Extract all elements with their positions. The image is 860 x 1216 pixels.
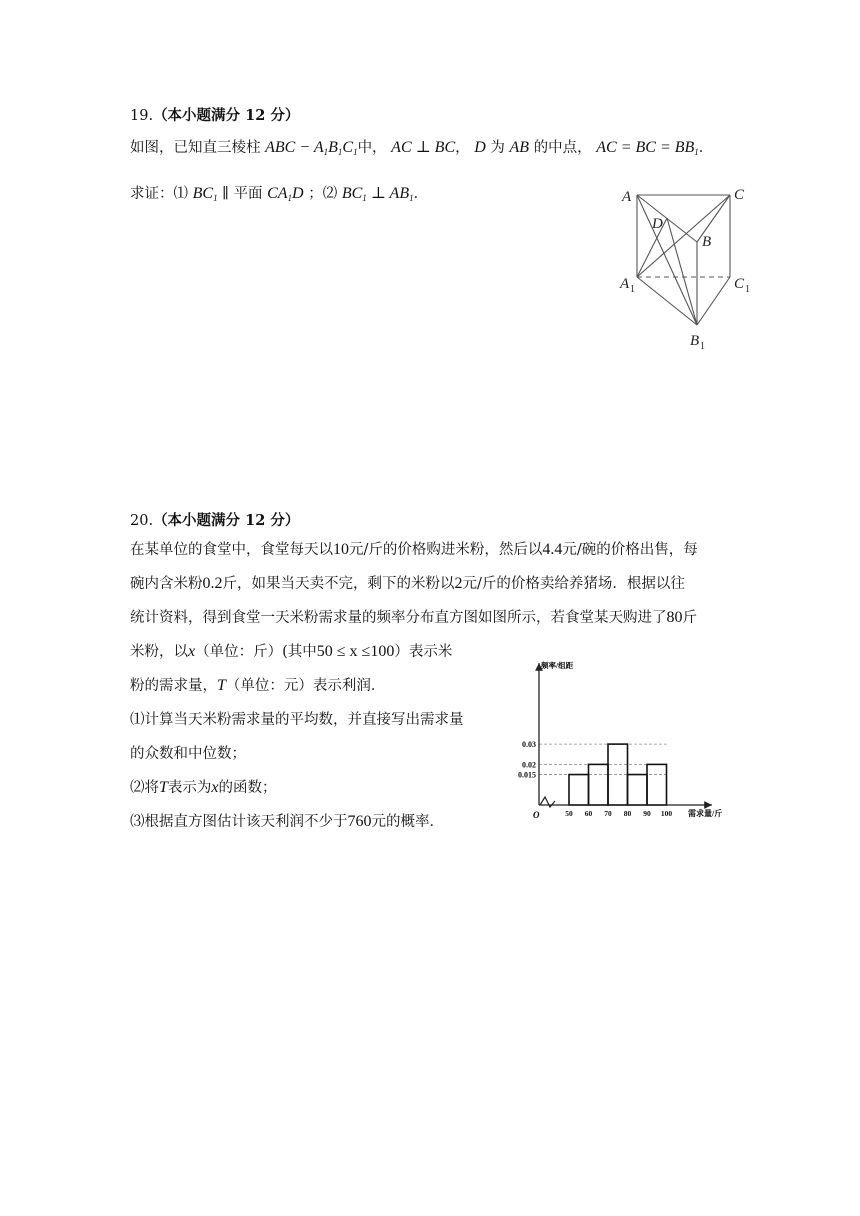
prism-figure xyxy=(600,175,770,355)
label-A1-sub: 1 xyxy=(630,284,635,295)
label-C1-sub: 1 xyxy=(745,284,750,295)
label-B1-sub: 1 xyxy=(700,341,705,352)
q20-line2: 碗内含米粉0.2斤，如果当天卖不完，剩下的米粉以2元/斤的价格卖给养猪场．根据以往 xyxy=(130,575,685,592)
q20-number: 20. xyxy=(130,513,154,529)
y-axis-label: 频率/组距 xyxy=(541,661,574,670)
q20-line5: 粉的需求量，T（单位：元）表示利润． xyxy=(130,677,386,694)
histogram-bar-50-60 xyxy=(569,775,589,805)
histogram-bar-60-70 xyxy=(589,764,609,805)
q20-line1: 在某单位的食堂中，食堂每天以10元/斤的价格购进米粉，然后以4.4元/碗的价格出售，每 xyxy=(130,541,698,558)
x-tick-label: 60 xyxy=(584,809,593,818)
q20-header xyxy=(130,511,299,531)
q19-stem: 如图，已知直三棱柱 ABC − $A_1B_1C_1$中， AC ⊥ BC， D 为 AB 的中点， AC = BC = $BB_1$． xyxy=(130,139,714,157)
q20-line4: 米粉，以x（单位：斤）(其中50 ≤ x ≤100）表示米 xyxy=(130,643,453,660)
x-tick-label: 80 xyxy=(623,809,632,818)
origin-label: O xyxy=(533,810,540,820)
x-tick-label: 50 xyxy=(565,809,573,818)
x-tick-label: 100 xyxy=(660,809,673,818)
histogram-bar-80-90 xyxy=(628,775,648,805)
y-tick-label: 0.02 xyxy=(522,760,536,770)
y-tick-label: 0.015 xyxy=(518,770,536,780)
label-D: D xyxy=(652,216,663,232)
frequency-histogram xyxy=(510,655,740,830)
q19-number: 19. xyxy=(130,108,154,124)
q20-sub3: ⑶根据直方图估计该天利润不少于760元的概率． xyxy=(130,813,444,830)
histogram-bar-90-100 xyxy=(647,764,667,805)
q20-line3: 统计资料，得到食堂一天米粉需求量的频率分布直方图如图所示，若食堂某天购进了80斤 xyxy=(130,609,697,626)
label-A1: A xyxy=(620,276,630,292)
q19-prove: 求证：⑴ $BC_1$ ∥ 平面 $CA_1D$ ；⑵ $BC_1$ ⊥ $AB_1$． xyxy=(130,185,429,203)
q20-sub1-a: ⑴计算当天米粉需求量的平均数，并直接写出需求量 xyxy=(130,712,464,728)
x-tick-label: 70 xyxy=(604,809,612,818)
q20-sub1-b: 的众数和中位数； xyxy=(130,746,246,762)
q19-score: （本小题满分 12 分） xyxy=(153,107,300,124)
x-axis-label: 需求量/斤 xyxy=(688,809,723,818)
q20-score: （本小题满分 12 分） xyxy=(153,512,300,529)
q19-header xyxy=(130,106,299,126)
label-B1: B xyxy=(690,333,700,349)
q20-sub2: ⑵将T表示为x的函数； xyxy=(130,779,277,796)
x-tick-label: 90 xyxy=(643,809,651,818)
label-A: A xyxy=(622,189,632,205)
label-C1: C xyxy=(734,276,745,292)
label-B: B xyxy=(702,234,712,250)
y-tick-label: 0.03 xyxy=(522,740,536,750)
label-C: C xyxy=(734,187,745,203)
